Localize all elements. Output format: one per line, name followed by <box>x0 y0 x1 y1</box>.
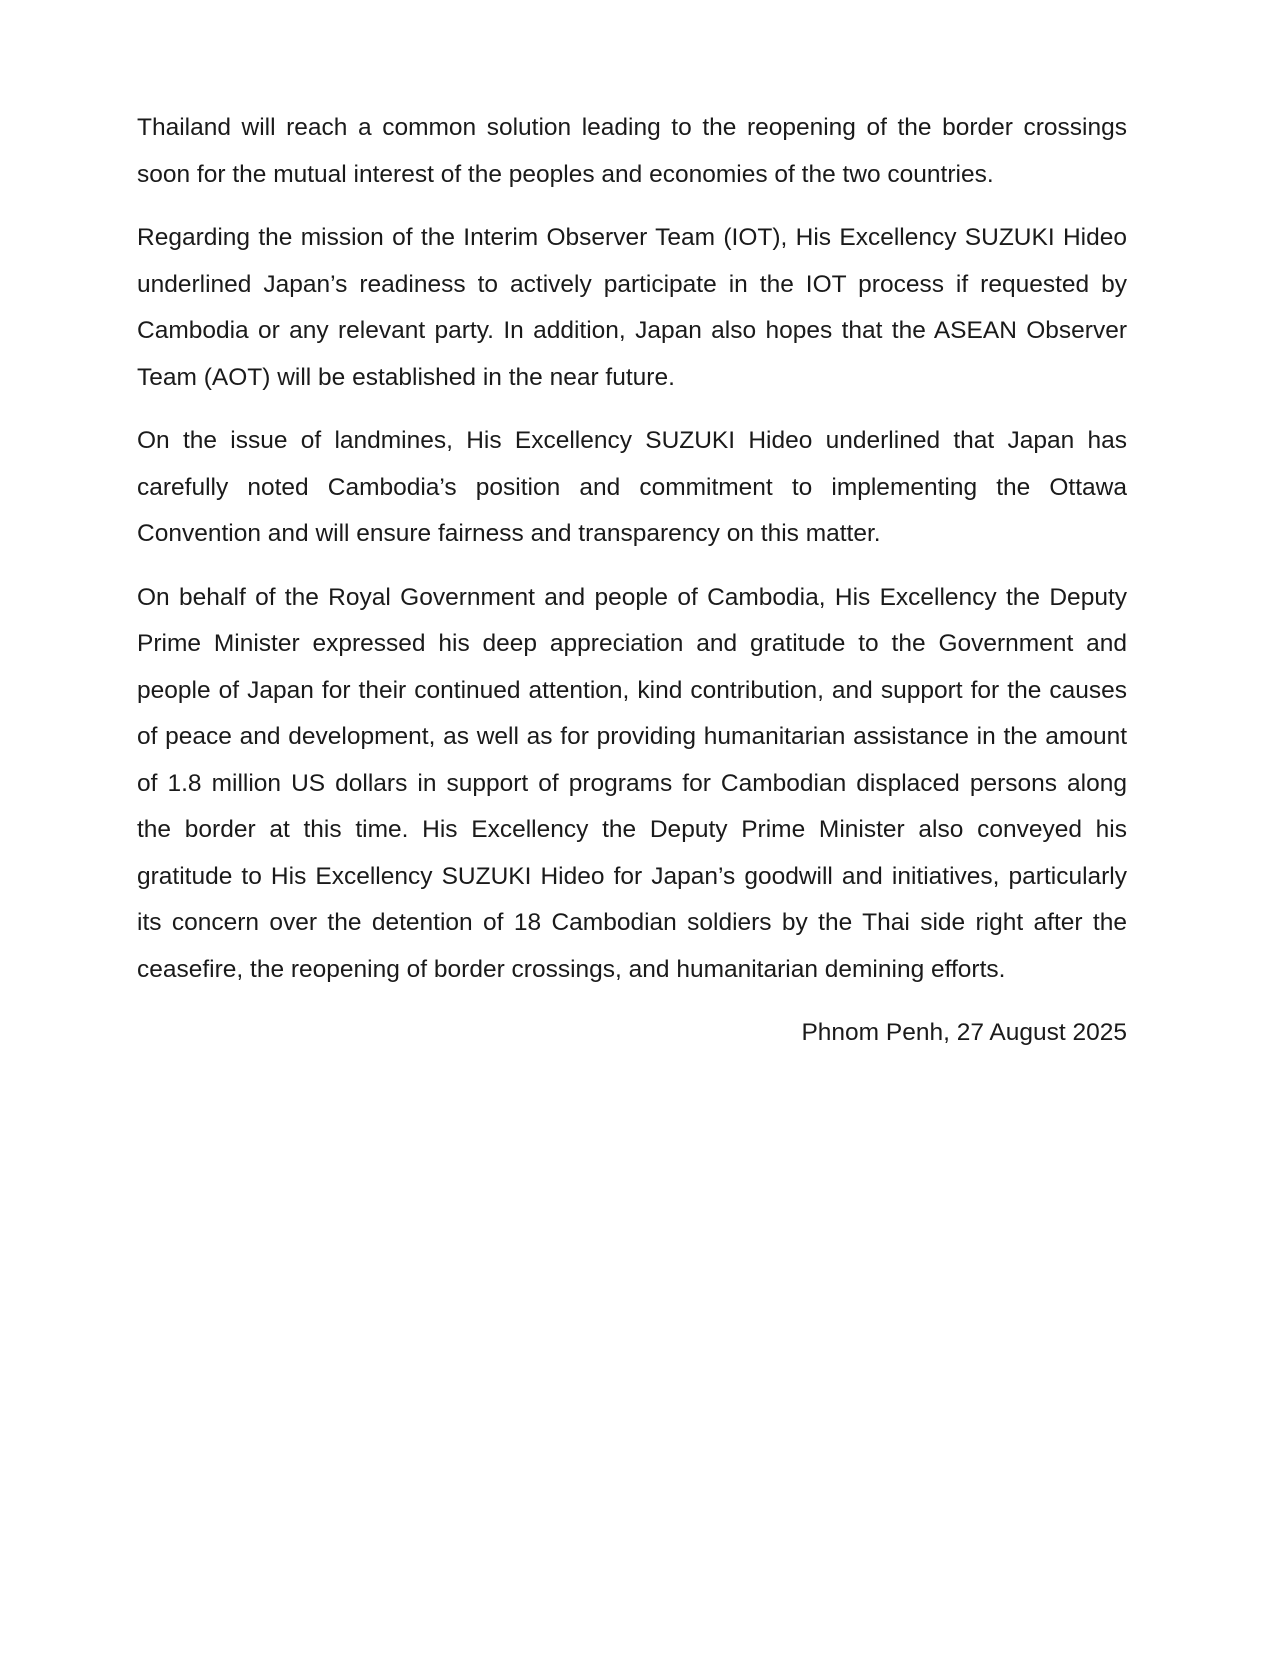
text-line: Team (AOT) will be established in the near future. <box>137 363 675 391</box>
document-page <box>137 105 1127 1057</box>
text-line: ceasefire, the reopening of border crossings, and humanitarian demining efforts. <box>137 955 1006 983</box>
text-line: people of Japan for their continued attention, kind contribution, and support for the causes <box>137 676 1127 704</box>
paragraph-landmines <box>137 418 1127 558</box>
text-line: underlined Japan’s readiness to actively participate in the IOT process if requested by <box>137 270 1127 298</box>
text-line: gratitude to His Excellency SUZUKI Hideo for Japan’s goodwill and initiatives, particularly <box>137 862 1127 890</box>
text-line: of peace and development, as well as for providing humanitarian assistance in the amount <box>137 723 1127 750</box>
text-line: Thailand will reach a common solution leading to the reopening of the border crossings <box>137 114 1127 141</box>
text-line: Prime Minister expressed his deep appreciation and gratitude to the Government and <box>137 630 1127 657</box>
text-line: soon for the mutual interest of the peoples and economies of the two countries. <box>137 160 994 188</box>
text-line: Cambodia or any relevant party. In addition, Japan also hopes that the ASEAN Observer <box>137 317 1127 344</box>
text-line: Convention and will ensure fairness and transparency on this matter. <box>137 520 881 547</box>
text-line: Regarding the mission of the Interim Observer Team (IOT), His Excellency SUZUKI Hideo <box>137 224 1127 251</box>
text-line: the border at this time. His Excellency the Deputy Prime Minister also conveyed his <box>137 816 1127 843</box>
place-date-signature: Phnom Penh, 27 August 2025 <box>801 1019 1127 1046</box>
text-line: On behalf of the Royal Government and people of Cambodia, His Excellency the Deputy <box>137 583 1127 611</box>
paragraph-interim-observer-team <box>137 215 1127 401</box>
text-line: its concern over the detention of 18 Cambodian soldiers by the Thai side right after the <box>137 909 1127 936</box>
text-line: of 1.8 million US dollars in support of programs for Cambodian displaced persons along <box>137 769 1127 797</box>
paragraph-appreciation <box>137 575 1127 994</box>
text-line: carefully noted Cambodia’s position and commitment to implementing the Ottawa <box>137 473 1127 501</box>
paragraph-border-crossings <box>137 105 1127 198</box>
text-line: On the issue of landmines, His Excellency SUZUKI Hideo underlined that Japan has <box>137 427 1127 454</box>
